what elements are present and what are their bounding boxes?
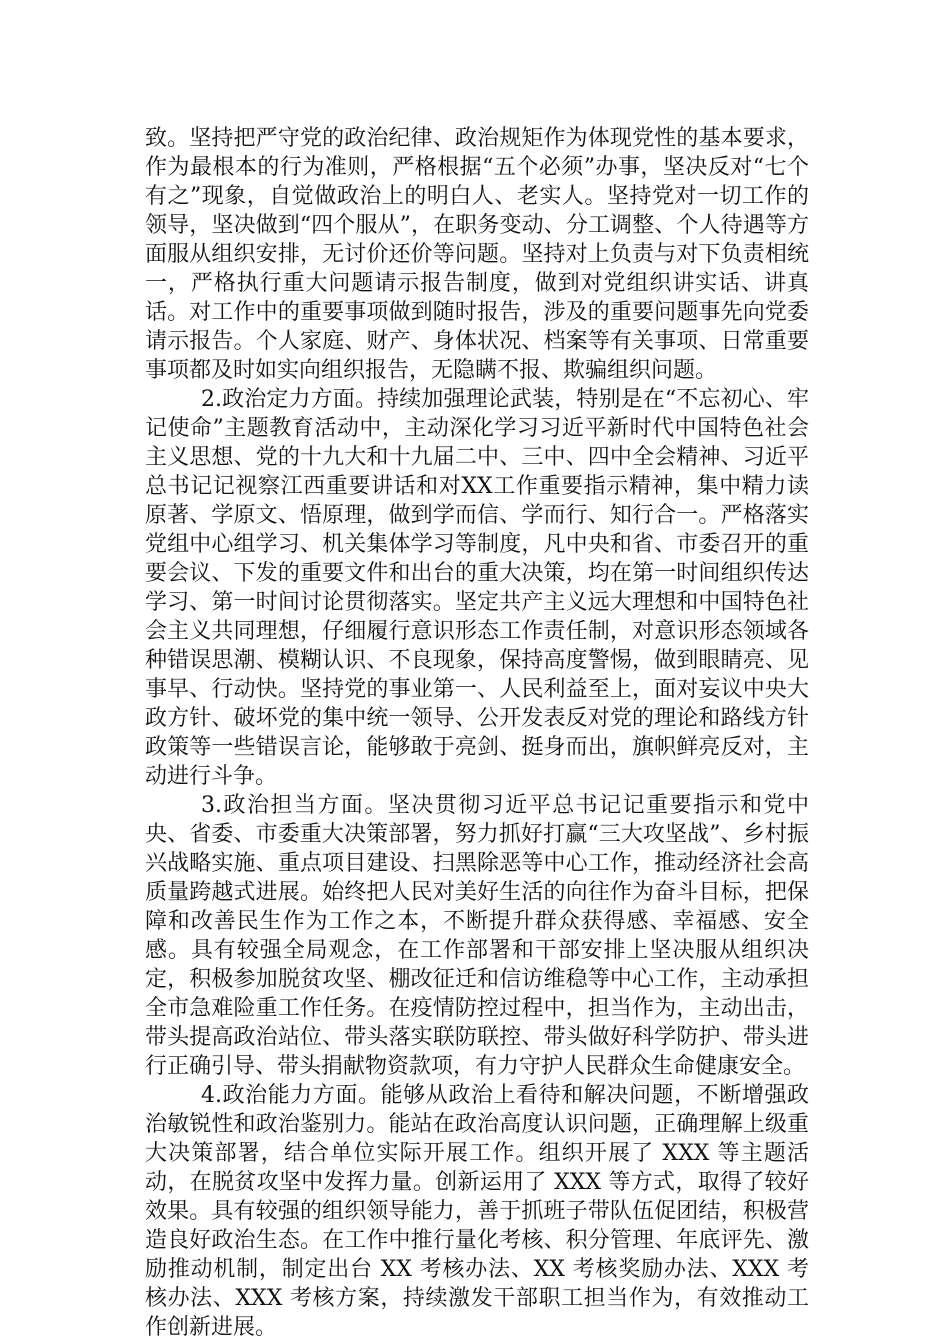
paragraph-political-stability: 2.政治定力方面。持续加强理论武装，特别是在“不忘初心、牢记使命”主题教育活动中，主动深化学习习近平新时代中国特色社会主义思想、党的十九大和十九届二中、三中、四中全会精神、习近平总书记记视察江西重要讲话和对XX工作重要指示精神，集中精力读原著、学原文、悟原理，做到学而信、学而行、知行合一。严格落实党组中心组学习、机关集体学习等制度，凡中央和省、市委召开的重要会议、下发的重要文件和出台的重大决策，均在第一时间组织传达学习、第一时间讨论贯彻落实。坚定共产主义远大理想和中国特色社会主义共同理想，仔细履行意识形态工作责任制，对意识形态领域各种错误思潮、模糊认识、不良现象，保持高度警惕，做到眼睛亮、见事早、行动快。坚持党的事业第一、人民利益至上，面对妄议中央大政方针、破坏党的集中统一领导、公开发表反对党的理论和路线方针政策等一些错误言论，能够敢于亮剑、挺身而出，旗帜鲜亮反对，主动进行斗争。 — [145, 387, 809, 789]
paragraph-political-responsibility: 3.政治担当方面。坚决贯彻习近平总书记记重要指示和党中央、省委、市委重大决策部署，努力抓好打赢“三大攻坚战”、乡村振兴战略实施、重点项目建设、扫黑除恶等中心工作，推动经济社会高质量跨越式进展。始终把人民对美好生活的向往作为奋斗目标，把保障和改善民生作为工作之本，不断提升群众获得感、幸福感、安全感。具有较强全局观念，在工作部署和干部安排上坚决服从组织决定，积极参加脱贫攻坚、棚改征迁和信访维稳等中心工作，主动承担全市急难险重工作任务。在疫情防控过程中，担当作为，主动出击，带头提高政治站位、带头落实联防联控、带头做好科学防护、带头进行正确引导、带头捐献物资款项，有力守护人民群众生命健康安全。 — [145, 793, 809, 1079]
document-body — [145, 124, 809, 1342]
paragraph-political-capability: 4.政治能力方面。能够从政治上看待和解决问题，不断增强政治敏锐性和政治鉴别力。能站在政治高度认识问题，正确理解上级重大决策部署，结合单位实际开展工作。组织开展了 XXX 等主题活动，在脱贫攻坚中发挥力量。创新运用了 XXX 等方式，取得了较好效果。具有较强的组织领导能力，善于抓班子带队伍促团结，积极营造良好政治生态。在工作中推行量化考核、积分管理、年底评先、激励推动机制，制定出台 XX 考核办法、XX 考核奖励办法、XXX 考核办法、XXX 考核方案，持续激发干部职工担当作为，有效推动工作创新进展。 — [145, 1083, 809, 1340]
paragraph-political-discipline: 致。坚持把严守党的政治纪律、政治规矩作为体现党性的基本要求，作为最根本的行为准则，严格根据“五个必须”办事，坚决反对“七个有之”现象，自觉做政治上的明白人、老实人。坚持党对一切工作的领导，坚决做到“四个服从”，在职务变动、分工调整、个人待遇等方面服从组织安排，无讨价还价等问题。坚持对上负责与对下负责相统一，严格执行重大问题请示报告制度，做到对党组织讲实话、讲真话。对工作中的重要事项做到随时报告，涉及的重要问题事先向党委请示报告。个人家庭、财产、身体状况、档案等有关事项、日常重要事项都及时如实向组织报告，无隐瞒不报、欺骗组织问题。 — [145, 126, 809, 383]
